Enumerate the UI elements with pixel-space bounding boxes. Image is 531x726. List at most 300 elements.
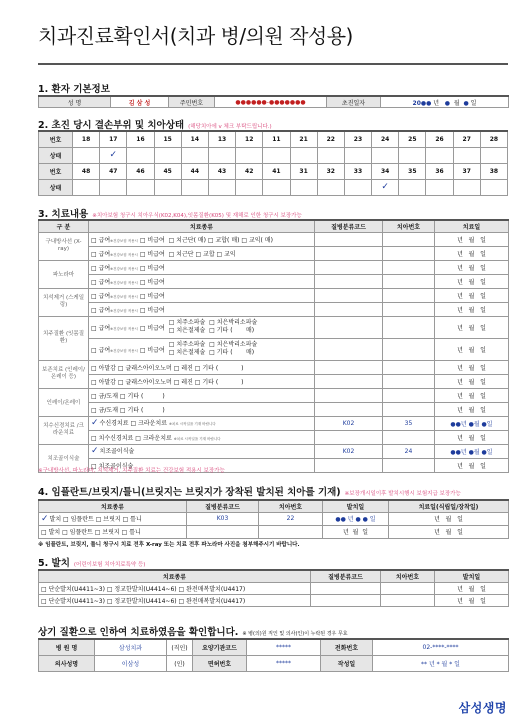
state-32[interactable] bbox=[317, 179, 344, 195]
date-year-unit: 년 bbox=[457, 597, 463, 605]
date-day-unit: 일 bbox=[480, 434, 486, 442]
tooth-41: 41 bbox=[263, 163, 290, 179]
table-row bbox=[39, 512, 509, 525]
table-row bbox=[39, 316, 509, 338]
insured-checkbox[interactable]: □ 급여 bbox=[91, 236, 111, 244]
code-cell[interactable] bbox=[315, 246, 383, 260]
state-14[interactable] bbox=[181, 147, 208, 163]
code-cell[interactable] bbox=[315, 260, 383, 274]
tooth-number-24[interactable]: 24 bbox=[383, 444, 435, 458]
date-month-unit: 월 bbox=[468, 306, 475, 314]
section-extraction-heading bbox=[38, 555, 145, 569]
col-disease-code: 질병분류코드 bbox=[315, 220, 383, 232]
date-day-unit: 일 bbox=[480, 306, 486, 314]
code-cell[interactable] bbox=[187, 525, 259, 538]
non-insured-checkbox[interactable]: □ 비급여 bbox=[139, 292, 165, 300]
other-close: ) bbox=[241, 364, 244, 372]
code-cell[interactable] bbox=[315, 274, 383, 288]
date-cell[interactable] bbox=[323, 525, 389, 538]
date-cell[interactable] bbox=[435, 430, 509, 444]
other-close: ) bbox=[241, 378, 244, 386]
implant-table bbox=[38, 499, 509, 539]
date-year-unit: 년 bbox=[457, 462, 463, 470]
date-month-unit: 월 bbox=[468, 264, 475, 272]
bitewing-checkbox[interactable]: 매) □ 교익( bbox=[231, 236, 263, 244]
date-day-unit: 일 bbox=[480, 378, 486, 386]
state-23[interactable] bbox=[344, 147, 371, 163]
insured-checkbox[interactable]: □ 급여 bbox=[91, 306, 111, 314]
date-cell[interactable] bbox=[435, 582, 509, 594]
root-canal-label: 수신경치료 bbox=[99, 420, 129, 427]
date-month: ● bbox=[444, 99, 451, 107]
xray-type-checkboxes[interactable]: □ 치근단 □ 교합 □ 교익 bbox=[168, 250, 236, 258]
bone-graft-checkbox[interactable]: □ 치조골이식술 bbox=[91, 462, 134, 470]
date-day-unit: 일 bbox=[480, 324, 486, 332]
tooth-33: 33 bbox=[344, 163, 371, 179]
date-day-unit: 일 bbox=[480, 364, 486, 372]
tooth-cell[interactable] bbox=[383, 360, 435, 374]
code-cell[interactable] bbox=[315, 338, 383, 360]
tooth-cell[interactable] bbox=[383, 430, 435, 444]
date-day-unit: 일 bbox=[470, 99, 477, 107]
table-row bbox=[39, 594, 509, 606]
state-11[interactable] bbox=[263, 147, 290, 163]
state-36[interactable] bbox=[426, 179, 453, 195]
non-insured-checkbox[interactable]: □ 비급여 bbox=[139, 324, 165, 332]
date-day-unit: 일 bbox=[457, 529, 463, 536]
tooth-22: 22 bbox=[317, 131, 344, 147]
date-year-unit: 년 bbox=[457, 250, 463, 258]
tooth-cell[interactable] bbox=[383, 302, 435, 316]
date-cell[interactable] bbox=[389, 512, 509, 525]
date-cell[interactable] bbox=[435, 302, 509, 316]
treatment-date-filled[interactable]: ●●년 ●월 ●일 bbox=[435, 416, 509, 430]
extraction-type-checkboxes[interactable]: □ 단순발치(U4411~3) □ 정교한발치(U4414~6) □ 완전매복발치(U4417) bbox=[39, 582, 311, 594]
date-month-unit: 월 bbox=[445, 516, 452, 523]
extraction-date-filled[interactable]: ●● 년 ● ● 일 bbox=[323, 512, 389, 525]
disease-code-k02[interactable]: K02 bbox=[315, 416, 383, 430]
other-close: ) bbox=[162, 406, 165, 414]
clinic-name-label: 병 원 명 bbox=[39, 639, 95, 655]
state-37[interactable] bbox=[453, 179, 480, 195]
insured-note: ※건강보험 적용시 bbox=[110, 252, 138, 257]
insured-checkbox[interactable]: □ 급여 bbox=[91, 250, 111, 258]
date-cell[interactable] bbox=[435, 594, 509, 606]
doctor-name-value[interactable]: 이삼성 bbox=[95, 655, 167, 671]
date-month-unit: 월 bbox=[468, 462, 475, 470]
date-year-unit: 년 bbox=[457, 585, 463, 593]
tooth-number-35[interactable]: 35 bbox=[383, 416, 435, 430]
flap-surgery-checkbox[interactable]: □ 치은박리소파술 bbox=[209, 341, 258, 348]
treatment-options[interactable] bbox=[89, 430, 315, 444]
date-year-unit: 년 bbox=[433, 99, 440, 107]
treatment-header-row bbox=[39, 220, 509, 232]
section-5-note: (어린이보험 치아치료특약 등) bbox=[73, 562, 146, 568]
date-month-unit: 월 bbox=[468, 278, 475, 286]
institution-code-value[interactable]: ***** bbox=[247, 639, 321, 655]
tooth-cell[interactable] bbox=[383, 316, 435, 338]
section-tooth-status-heading bbox=[38, 117, 272, 131]
other-checkbox[interactable]: □ 기타 ( bbox=[209, 327, 233, 334]
date-cell[interactable] bbox=[435, 274, 509, 288]
col-category: 구 분 bbox=[39, 220, 89, 232]
date-cell[interactable] bbox=[435, 374, 509, 388]
tooth-cell[interactable] bbox=[383, 260, 435, 274]
extraction-header-row bbox=[39, 570, 509, 582]
state-34-check-icon[interactable]: ✓ bbox=[372, 179, 399, 195]
inlay-checkboxes[interactable]: □ 금/도재 □ 기타 ( bbox=[91, 406, 144, 414]
tooth-31: 31 bbox=[290, 163, 317, 179]
date-day-unit: 일 bbox=[480, 462, 486, 470]
date-day-unit: 일 bbox=[480, 406, 486, 414]
tooth-cell[interactable] bbox=[381, 594, 435, 606]
tooth-18: 18 bbox=[73, 131, 100, 147]
non-insured-checkbox[interactable]: □ 비급여 bbox=[139, 264, 165, 272]
state-16[interactable] bbox=[127, 147, 154, 163]
state-35[interactable] bbox=[399, 179, 426, 195]
date-month-unit: 월 bbox=[468, 585, 475, 593]
category-panorama: 파노라마 bbox=[39, 260, 89, 288]
table-row bbox=[39, 582, 509, 594]
lower-state-label: 상태 bbox=[39, 179, 73, 195]
state-46[interactable] bbox=[127, 179, 154, 195]
extraction-check-icon[interactable]: ✓ bbox=[41, 513, 49, 524]
tooth-cell[interactable] bbox=[381, 582, 435, 594]
tooth-21: 21 bbox=[290, 131, 317, 147]
section-4-footnote: ※ 임플란트, 브릿지, 틀니 청구시 치료 전후 X-ray 또는 치료 전후 파노라마 사진을 첨부해주시기 바랍니다. bbox=[38, 542, 300, 548]
tooth-42: 42 bbox=[236, 163, 263, 179]
date-month-unit: 월 bbox=[445, 529, 452, 536]
tooth-15: 15 bbox=[154, 131, 181, 147]
flap-surgery-checkbox[interactable]: □ 치은박리소파술 bbox=[209, 319, 258, 326]
code-cell[interactable] bbox=[315, 458, 383, 472]
doctor-seal: (인) bbox=[167, 655, 193, 671]
date-cell[interactable] bbox=[435, 360, 509, 374]
table-row bbox=[39, 374, 509, 388]
treatment-options[interactable] bbox=[89, 416, 315, 430]
date-month-unit: 월 bbox=[468, 236, 475, 244]
clinic-row bbox=[39, 639, 509, 655]
clinic-seal: (직인) bbox=[167, 639, 193, 655]
tooth-cell[interactable] bbox=[383, 402, 435, 416]
treatment-options[interactable] bbox=[89, 274, 315, 288]
section-5-title: 5. 발치 bbox=[38, 558, 70, 569]
license-label: 면허번호 bbox=[193, 655, 247, 671]
col-tooth-number: 치아번호 bbox=[383, 220, 435, 232]
tooth-cell[interactable] bbox=[383, 388, 435, 402]
state-15[interactable] bbox=[154, 147, 181, 163]
section-3-footnote: ※구내방사선, 파노라마, 치석제거, 치주질환 치료는 건강보험 적용시 보장가능 bbox=[38, 468, 225, 474]
treatment-options[interactable] bbox=[89, 360, 315, 374]
col-disease-code: 질병분류코드 bbox=[187, 500, 259, 512]
lower-state-row bbox=[39, 179, 508, 195]
tooth-cell[interactable] bbox=[383, 246, 435, 260]
tooth-27: 27 bbox=[453, 131, 480, 147]
restorative-checkboxes[interactable]: □ 아말감 □ 글래스아이오노머 □ 레진 □ 기타 ( bbox=[91, 364, 219, 372]
code-cell[interactable] bbox=[315, 374, 383, 388]
root-canal-checkboxes[interactable]: □ 치수신경치료 □ 크라운치료 bbox=[91, 434, 172, 442]
name-value[interactable]: 김 삼 성 bbox=[111, 96, 169, 108]
treatment-options[interactable] bbox=[89, 316, 315, 338]
code-cell[interactable] bbox=[315, 360, 383, 374]
tooth-cell[interactable] bbox=[383, 374, 435, 388]
implant-disease-code[interactable]: K03 bbox=[187, 512, 259, 525]
written-date-label: 작성일 bbox=[321, 655, 373, 671]
doctor-name-label: 의사성명 bbox=[39, 655, 95, 671]
date-year-unit: 년 bbox=[457, 364, 463, 372]
tooth-38: 38 bbox=[480, 163, 507, 179]
treatment-options[interactable] bbox=[89, 402, 315, 416]
state-33[interactable] bbox=[344, 179, 371, 195]
date-month-unit: 월 bbox=[468, 292, 475, 300]
table-row bbox=[39, 232, 509, 246]
code-cell[interactable] bbox=[311, 582, 381, 594]
date-cell[interactable] bbox=[435, 458, 509, 472]
signature-table bbox=[38, 638, 509, 672]
col-extraction-date: 발치일 bbox=[435, 570, 509, 582]
date-year-unit: 년 bbox=[457, 324, 463, 332]
insured-checkbox[interactable]: □ 급여 bbox=[91, 292, 111, 300]
tooth-11: 11 bbox=[263, 131, 290, 147]
code-cell[interactable] bbox=[315, 288, 383, 302]
state-26[interactable] bbox=[426, 147, 453, 163]
section-3-note: ※치아보험 청구시 치아우식(K02,K04),잇몸질환(K05) 및 재해로 인한 청구시 보장가능 bbox=[92, 213, 302, 219]
tooth-46: 46 bbox=[127, 163, 154, 179]
other-unit: 매) bbox=[245, 327, 255, 334]
date-month-unit: 월 bbox=[468, 250, 475, 258]
non-insured-checkbox[interactable]: □ 비급여 bbox=[139, 236, 165, 244]
curettage-checkbox[interactable]: □ 치주소파술 bbox=[168, 341, 206, 348]
license-value[interactable]: ***** bbox=[247, 655, 321, 671]
date-year-unit: 년 bbox=[457, 292, 463, 300]
col-placement-date: 치료일(식립일/장착일) bbox=[389, 500, 509, 512]
state-45[interactable] bbox=[154, 179, 181, 195]
date-year-unit: 년 bbox=[457, 378, 463, 386]
implant-type-checkboxes[interactable]: 발치 □ 임플란트 □ 브릿지 □ 틀니 bbox=[49, 515, 142, 523]
treatment-options[interactable] bbox=[89, 260, 315, 274]
confirmation-statement bbox=[38, 624, 348, 638]
inlay-checkboxes[interactable]: □ 금/도재 □ 기타 ( bbox=[91, 392, 144, 400]
date-day-unit: 일 bbox=[480, 597, 486, 605]
state-12[interactable] bbox=[236, 147, 263, 163]
gingivectomy-checkbox[interactable]: □ 치은절제술 bbox=[168, 349, 206, 356]
clinic-name-value[interactable]: 삼성치과 bbox=[95, 639, 167, 655]
root-canal-check-icon[interactable]: ✓ bbox=[91, 418, 99, 428]
rrn-value[interactable]: ●●●●●●-●●●●●●● bbox=[215, 96, 327, 108]
title-divider bbox=[38, 63, 508, 65]
section-treatment-heading bbox=[38, 206, 302, 220]
confirmation-text: 상기 질환으로 인하여 치료하였음을 확인합니다. bbox=[38, 627, 239, 638]
insured-checkbox[interactable]: □ 급여 bbox=[91, 264, 111, 272]
other-checkbox[interactable]: □ 기타 ( bbox=[209, 349, 233, 356]
tooth-44: 44 bbox=[181, 163, 208, 179]
non-insured-checkbox[interactable]: □ 비급여 bbox=[139, 346, 165, 354]
first-visit-date[interactable] bbox=[381, 96, 509, 108]
state-41[interactable] bbox=[263, 179, 290, 195]
date-month-unit: 월 bbox=[468, 597, 475, 605]
code-cell[interactable] bbox=[315, 402, 383, 416]
implant-options[interactable] bbox=[39, 525, 187, 538]
treatment-options[interactable] bbox=[89, 374, 315, 388]
implant-tooth-number[interactable]: 22 bbox=[259, 512, 323, 525]
rrn-label: 주민번호 bbox=[169, 96, 215, 108]
date-cell[interactable] bbox=[435, 402, 509, 416]
date-day-unit: 일 bbox=[480, 264, 486, 272]
category-xray: 구내방사선 (X-ray) bbox=[39, 232, 89, 260]
state-17-check-icon[interactable]: ✓ bbox=[100, 147, 127, 163]
date-cell[interactable] bbox=[389, 525, 509, 538]
tooth-12: 12 bbox=[236, 131, 263, 147]
state-43[interactable] bbox=[208, 179, 235, 195]
tooth-35: 35 bbox=[399, 163, 426, 179]
tooth-cell[interactable] bbox=[383, 458, 435, 472]
section-2-note: (해당치아에 v 체크 부탁드립니다.) bbox=[188, 124, 272, 130]
occlusal-checkbox[interactable]: 매) □ 교합( bbox=[197, 236, 230, 244]
category-inlay: 인레이/온레이 bbox=[39, 388, 89, 416]
upper-state-label: 상태 bbox=[39, 147, 73, 163]
date-month-unit: 월 bbox=[468, 406, 475, 414]
date-day-unit: 일 bbox=[480, 392, 486, 400]
date-month-unit: 월 bbox=[468, 346, 475, 354]
treatment-options[interactable] bbox=[89, 338, 315, 360]
restorative-checkboxes[interactable]: □ 아말감 □ 글래스아이오노머 □ 레진 □ 기타 ( bbox=[91, 378, 219, 386]
insured-checkbox[interactable]: □ 급여 bbox=[91, 278, 111, 286]
date-year-unit: 년 bbox=[434, 516, 440, 523]
phone-value[interactable]: 02-****-**** bbox=[373, 639, 509, 655]
col-tooth-number: 치아번호 bbox=[381, 570, 435, 582]
state-25[interactable] bbox=[399, 147, 426, 163]
section-2-title: 2. 초진 당시 결손부위 및 치아상태 bbox=[38, 120, 185, 131]
date-month-unit: 월 bbox=[468, 378, 475, 386]
state-13[interactable] bbox=[208, 147, 235, 163]
code-cell[interactable] bbox=[311, 594, 381, 606]
tooth-cell[interactable] bbox=[383, 288, 435, 302]
date-year-unit: 년 bbox=[457, 264, 463, 272]
code-cell[interactable] bbox=[315, 302, 383, 316]
date-cell[interactable] bbox=[435, 288, 509, 302]
date-day-unit: 일 bbox=[457, 516, 463, 523]
date-day-unit: 일 bbox=[480, 292, 486, 300]
date-month-unit: 월 bbox=[453, 99, 460, 107]
code-cell[interactable] bbox=[315, 316, 383, 338]
tooth-cell[interactable] bbox=[383, 338, 435, 360]
extraction-type-checkboxes[interactable]: □ 단순발치(U4411~3) □ 정교한발치(U4414~6) □ 완전매복발치(U4417) bbox=[39, 594, 311, 606]
table-row bbox=[39, 302, 509, 316]
tooth-17: 17 bbox=[100, 131, 127, 147]
treatment-options[interactable] bbox=[89, 232, 315, 246]
periapical-checkbox[interactable]: □ 치근단( bbox=[168, 236, 196, 244]
state-38[interactable] bbox=[480, 179, 507, 195]
date-cell[interactable] bbox=[435, 316, 509, 338]
date-month-unit: 월 bbox=[352, 529, 359, 536]
curettage-checkbox[interactable]: □ 치주소파술 bbox=[168, 319, 206, 326]
tooth-43: 43 bbox=[208, 163, 235, 179]
category-scaling: 치석제거 (스케일링) bbox=[39, 288, 89, 316]
tooth-25: 25 bbox=[399, 131, 426, 147]
state-47[interactable] bbox=[100, 179, 127, 195]
non-insured-checkbox[interactable]: □ 비급여 bbox=[139, 278, 165, 286]
state-44[interactable] bbox=[181, 179, 208, 195]
date-cell[interactable] bbox=[435, 260, 509, 274]
col-extraction-date: 발치일 bbox=[323, 500, 389, 512]
insured-note: ※건강보험 적용시 bbox=[110, 308, 138, 313]
state-27[interactable] bbox=[453, 147, 480, 163]
state-42[interactable] bbox=[236, 179, 263, 195]
date-cell[interactable] bbox=[435, 388, 509, 402]
date-day-unit: 일 bbox=[480, 278, 486, 286]
code-cell[interactable] bbox=[315, 232, 383, 246]
bone-graft-label: 치조골이식술 bbox=[99, 448, 135, 455]
code-cell[interactable] bbox=[315, 388, 383, 402]
treatment-date-filled[interactable]: ●●년 ●월 ●일 bbox=[435, 444, 509, 458]
date-cell[interactable] bbox=[435, 338, 509, 360]
state-24[interactable] bbox=[372, 147, 399, 163]
category-gum-disease: 치주질환 (잇몸질환) bbox=[39, 316, 89, 360]
bone-graft-check-icon[interactable]: ✓ bbox=[91, 446, 99, 456]
upper-teeth-row bbox=[39, 131, 508, 147]
treatment-options[interactable] bbox=[89, 246, 315, 260]
doctor-row bbox=[39, 655, 509, 671]
date-day-unit: 일 bbox=[362, 529, 369, 536]
crown-checkbox[interactable]: □ 크라운치료 bbox=[130, 420, 168, 427]
state-28[interactable] bbox=[480, 147, 507, 163]
treatment-options[interactable] bbox=[89, 444, 315, 458]
col-treatment-type: 치료종류 bbox=[39, 500, 187, 512]
non-insured-checkbox[interactable]: □ 비급여 bbox=[139, 306, 165, 314]
state-48[interactable] bbox=[73, 179, 100, 195]
state-18[interactable] bbox=[73, 147, 100, 163]
state-22[interactable] bbox=[317, 147, 344, 163]
date-year-unit: 년 bbox=[457, 434, 463, 442]
treatment-options[interactable] bbox=[89, 388, 315, 402]
implant-options[interactable] bbox=[39, 512, 187, 525]
gingivectomy-checkbox[interactable]: □ 치은절제술 bbox=[168, 327, 206, 334]
bitewing-unit: 매) bbox=[264, 236, 273, 244]
written-date-value[interactable]: ** 년 * 월 * 일 bbox=[373, 655, 509, 671]
state-21[interactable] bbox=[290, 147, 317, 163]
tooth-cell[interactable] bbox=[383, 232, 435, 246]
table-row bbox=[39, 416, 509, 430]
date-cell[interactable] bbox=[435, 246, 509, 260]
table-row bbox=[39, 246, 509, 260]
disease-code-k02[interactable]: K02 bbox=[315, 444, 383, 458]
lower-number-label: 번호 bbox=[39, 163, 73, 179]
confirmation-note: ※ 병(의)원 직인 및 의사(인)이 누락된 경우 무효 bbox=[242, 631, 348, 637]
phone-label: 전화번호 bbox=[321, 639, 373, 655]
tooth-14: 14 bbox=[181, 131, 208, 147]
category-root-canal: 치수신경치료 /크라운치료 bbox=[39, 416, 89, 444]
lower-teeth-row bbox=[39, 163, 508, 179]
code-cell[interactable] bbox=[315, 430, 383, 444]
date-month-unit: 월 bbox=[468, 392, 475, 400]
state-31[interactable] bbox=[290, 179, 317, 195]
treatment-options[interactable] bbox=[89, 302, 315, 316]
table-row bbox=[39, 388, 509, 402]
insured-checkbox[interactable]: □ 급여 bbox=[91, 324, 111, 332]
tooth-cell[interactable] bbox=[383, 274, 435, 288]
treatment-options[interactable] bbox=[89, 288, 315, 302]
insured-checkbox[interactable]: □ 급여 bbox=[91, 346, 111, 354]
implant-type-checkboxes[interactable]: □ 발치 □ 임플란트 □ 브릿지 □ 틀니 bbox=[41, 529, 141, 536]
section-4-title: 4. 임플란트/브릿지/틀니(브릿지는 브릿지가 장착된 발치된 치아를 기재) bbox=[38, 487, 341, 498]
date-cell[interactable] bbox=[435, 232, 509, 246]
tooth-cell[interactable] bbox=[259, 525, 323, 538]
tooth-24: 24 bbox=[372, 131, 399, 147]
tooth-28: 28 bbox=[480, 131, 507, 147]
section-1-title: 1. 환자 기본정보 bbox=[38, 84, 110, 95]
non-insured-checkbox[interactable]: □ 비급여 bbox=[139, 250, 165, 258]
tooth-48: 48 bbox=[73, 163, 100, 179]
